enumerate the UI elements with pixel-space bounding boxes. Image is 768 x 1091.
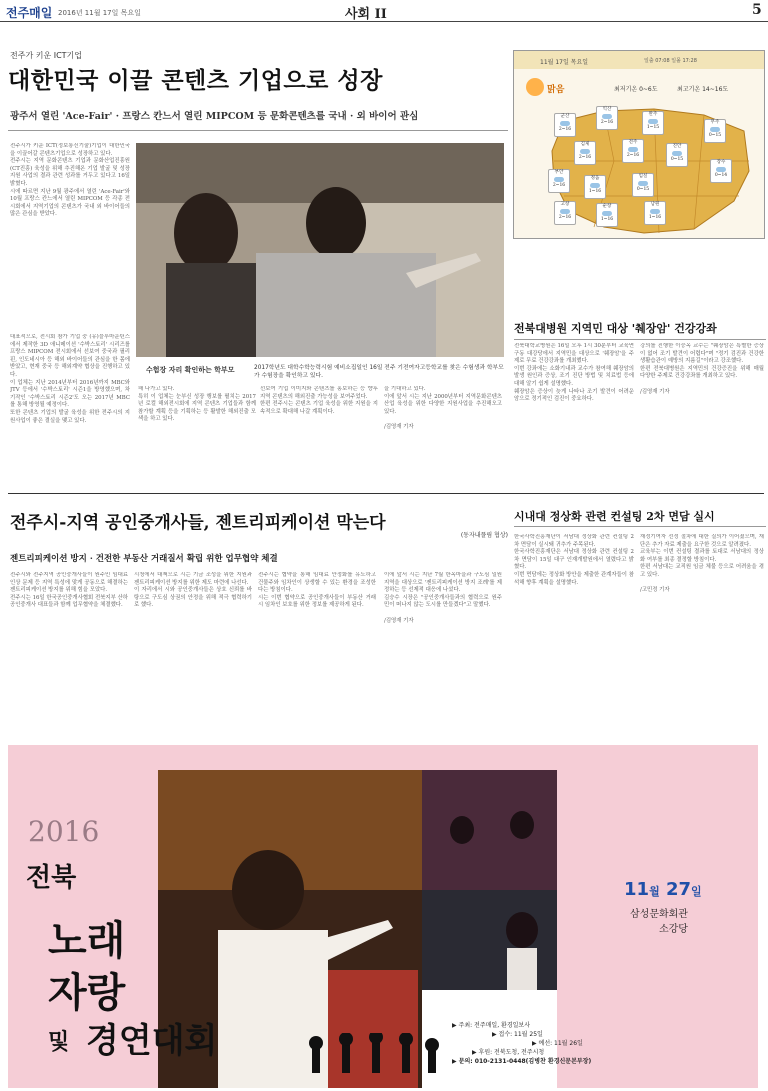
city-name: 김제 xyxy=(580,142,590,147)
city-name: 무주 xyxy=(710,120,720,125)
cloud-icon xyxy=(672,151,682,156)
article2-subhead: 젠트리피케이션 방지 · 건전한 부동산 거래질서 확립 위한 업무협약 체결 xyxy=(10,554,278,564)
article-subhead: 광주서 열린 'Ace-Fair' · 프랑스 칸느서 열린 MIPCOM 등 문화콘텐츠를 국내 · 외 바이어 관심 xyxy=(10,111,419,122)
article2-body-col2: 시청에서 대책으로 시는 기금 조성을 위한 지원과 젠트리피케이션 방지를 위한 제도 마련에 나선다. 이 자리에서 시와 공인중개사들은 상호 신뢰를 바탕으로 구도심 상권의 안정을 위해 적극 협력하기로 했다. xyxy=(134,572,252,609)
city-weather-0 xyxy=(554,113,576,137)
weather-now: 맑음 xyxy=(547,85,565,95)
city-name: 고창 xyxy=(560,202,570,207)
ad-date-month-unit: 월 xyxy=(649,885,660,898)
city-name: 완주 xyxy=(648,112,658,117)
ad-venue-line1: 삼성문화회관 xyxy=(630,909,688,920)
ad-title-line3: 자랑 xyxy=(48,970,126,1016)
city-temp: 0~15 xyxy=(636,187,650,192)
city-weather-13 xyxy=(644,201,666,225)
cloud-icon xyxy=(580,149,590,154)
ad-year: 2016 xyxy=(28,815,100,848)
ad-venue xyxy=(630,907,688,937)
ad-title-line4-big: 경연대회 xyxy=(86,1021,218,1061)
divider xyxy=(514,526,766,527)
city-weather-7 xyxy=(710,159,732,183)
article2-tag: (동자내플림 협상) xyxy=(460,532,508,539)
cloud-icon xyxy=(650,209,660,214)
city-name: 군산 xyxy=(560,114,570,119)
city-weather-6 xyxy=(666,143,688,167)
ad-title-line2: 노래 xyxy=(48,918,126,964)
city-temp: 1~16 xyxy=(648,215,662,220)
photo-caption: 2017학년도 대학수학능력시험 예비소집일인 16일 전주 기전여자고등학교를 찾은 수험생과 학부모가 수험장을 확인하고 있다. xyxy=(254,365,504,379)
city-weather-11 xyxy=(554,201,576,225)
weather-meta: 일출 07:08 일몰 17:28 xyxy=(644,58,697,64)
ad-date-day: 27 xyxy=(665,879,692,900)
page-number: 5 xyxy=(752,2,762,18)
ad-info-sponsor: ▶ 후원: 전북도청, 전주시청 xyxy=(472,1049,545,1056)
cloud-icon xyxy=(602,211,612,216)
ad-title-line1: 전북 xyxy=(26,863,77,893)
right-article1-body-b: 강의를 진행한 이승옥 교수는 "췌장암은 특별한 증상이 없어 조기 발견이 어렵다"며 "정기 검진과 건강한 생활습관이 예방의 지름길"이라고 강조했다. 한편 전북대병원은 지역민의 건강증진을 위해 매월 다양한 주제로 건강강좌를 개최하고 있다. /김영재 기자 xyxy=(640,343,764,395)
city-temp: 2~16 xyxy=(578,155,592,160)
city-weather-8 xyxy=(548,169,570,193)
city-temp: 0~15 xyxy=(708,133,722,138)
article2-body-col1: 전주시와 전주지역 공인중개사들이 원주민 임대료 인상 문제 등 지역 특성에 맞게 공동으로 해결하는 젠트리피케이션 방지를 위해 힘을 모았다. 전주시는 16일 한국공인중개사협회 전북지부 산하 공인중개사 대표들과 함께 업무협약을 체결했다. xyxy=(10,572,128,609)
city-weather-1 xyxy=(596,106,618,130)
microphones-icon xyxy=(298,1033,448,1088)
cloud-icon xyxy=(648,119,658,124)
article2-headline: 전주시-지역 공인중개사들, 젠트리피케이션 막는다 xyxy=(10,513,386,533)
weather-date: 11월 17일 목요일 xyxy=(540,59,589,66)
city-temp: 2~16 xyxy=(558,127,572,132)
city-weather-4 xyxy=(574,141,596,165)
photo-caption-label: 수험장 자리 확인하는 학부모 xyxy=(146,366,235,374)
weather-box xyxy=(513,50,765,239)
ad-date-day-unit: 일 xyxy=(691,885,702,898)
article-body-col4: 을 기대하고 있다. 이에 앞서 시는 지난 2000년부터 지역문화콘텐츠 산업 육성을 위한 다양한 지원사업을 추진해오고 있다. /김영재 기자 xyxy=(384,386,502,430)
cloud-icon xyxy=(560,121,570,126)
event-advertisement xyxy=(8,745,758,1088)
section-divider xyxy=(8,493,764,494)
weather-max: 최고기온 14~16도 xyxy=(677,86,729,93)
ad-info-list xyxy=(452,1021,752,1066)
city-name: 전주 xyxy=(628,140,638,145)
city-name: 진안 xyxy=(672,144,682,149)
city-weather-3 xyxy=(704,119,726,143)
city-temp: 0~14 xyxy=(714,173,728,178)
weather-min: 최저기온 0~6도 xyxy=(614,86,658,93)
city-weather-5 xyxy=(622,139,644,163)
right-article1-body-a: 전북대학교병원은 16일 오후 1시 30분부터 교육연구동 대강당에서 지역민을 대상으로 '췌장암'을 주제로 무료 건강강좌를 개최했다. 이번 강좌에는 소화기내과 교수가 참여해 췌장암의 발생 원인과 증상, 조기 진단 방법 및 치료법 등에 대해 알기 쉽게 설명했다. 췌장암은 증상이 늦게 나타나 조기 발견이 어려운 암으로 정기적인 검진이 중요하다. xyxy=(514,343,634,403)
right-article1-headline: 전북대병원 지역민 대상 '췌장암' 건강강좌 xyxy=(514,322,717,335)
article-photo xyxy=(136,143,504,357)
ad-event-date xyxy=(624,879,702,900)
ad-info-registration: ▶ 접수: 11월 25일 xyxy=(492,1031,543,1038)
issue-date: 2016년 11월 17일 목요일 xyxy=(58,9,141,17)
sun-icon xyxy=(526,78,544,96)
article-body-col1: 전주시가 키운 ICT(정보통신기술)기업이 대한민국을 이끌어갈 콘텐츠기업으로 성장하고 있다. 전주시는 지역 문화콘텐츠 기업과 문화산업진흥원(CT진흥) 육성을 위해 추진해온 기업 발굴 및 성장 지원 사업의 결과 관련 성과를 거두고 있다고 16일 밝혔다. 시에 따르면 지난 9월 광주에서 열린 'Ace-Fair'와 10월 프랑스 칸느에서 열린 MIPCOM 등 각종 전시회에서 지역기업의 콘텐츠가 국내 외 바이어들의 많은 관심을 받았다. xyxy=(10,143,130,218)
city-weather-12 xyxy=(596,203,618,227)
cloud-icon xyxy=(710,127,720,132)
city-temp: 1~16 xyxy=(588,189,602,194)
city-name: 익산 xyxy=(602,107,612,112)
right-article2-headline: 시내대 정상화 관련 컨설팅 2차 면담 실시 xyxy=(514,510,715,523)
ad-venue-line2: 소강당 xyxy=(658,924,688,935)
right-article2-body-a: 한국사학진흥재단이 서남대 정상화 관련 컨설팅 2차 면담이 실시돼 귀추가 주목된다. 한국사학진흥재단은 서남대 정상화 관련 컨설팅 2차 면담이 15일 대구 인재개발원에서 열렸다고 밝혔다. 이번 면담에는 정상화 방안을 제출한 관계자들이 참석해 향후 계획을 설명했다. xyxy=(514,534,634,586)
city-name: 장수 xyxy=(716,160,726,165)
right-article2-body-b: 재정기여자 선정 절차에 대한 질의가 이어졌으며, 재단은 추가 자료 제출을 요구한 것으로 알려졌다. 교육부는 이번 컨설팅 결과를 토대로 서남대의 정상화 여부를 최종 결정할 방침이다. 한편 서남대는 교직원 임금 체불 등으로 어려움을 겪고 있다. /고민정 기자 xyxy=(640,534,764,594)
cloud-icon xyxy=(716,167,726,172)
masthead xyxy=(0,0,768,22)
ad-title-line4-small: 및 xyxy=(48,1030,70,1055)
cloud-icon xyxy=(628,147,638,152)
city-temp: 0~15 xyxy=(670,157,684,162)
city-name: 순창 xyxy=(602,204,612,209)
divider xyxy=(8,130,508,131)
divider xyxy=(514,339,766,340)
ad-info-organizer: ▶ 주최: 전주매일, 환경일보사 xyxy=(452,1022,531,1029)
article-body-col1b: 대표적으로, 전시회 참가 기업 중 (유)블루마운틴스에서 제작한 3D 애니메이션 '수박스토리' 시리즈를 프랑스 MIPCOM 전시회에서 선보여 중국과 필리핀, 인도네시아 등 해외 바이어들의 관심을 한 몸에 받았고, 현재 중국 등 해외계약 협상을 진행하고 있다. 이 업체는 지난 2014년부터 2016년까지 MBC와 JTV 등에서 '수박스토리' 시즌1을 방영했으며, 차기작인 '수박스토리 시즌2'도 오는 2017년 MBC를 통해 방영될 예정이다. 또한 콘텐츠 기업의 발굴 육성을 위한 전주시의 지원사업이 좋은 결실을 맺고 있다. xyxy=(10,334,130,424)
city-temp: 1~16 xyxy=(600,217,614,222)
cloud-icon xyxy=(560,209,570,214)
cloud-icon xyxy=(602,114,612,119)
ad-info-prelim: ▶ 예선: 11월 26일 xyxy=(532,1040,583,1047)
city-weather-9 xyxy=(584,175,606,199)
city-temp: 2~16 xyxy=(600,120,614,125)
newspaper-logo: 전주매일 xyxy=(6,6,53,20)
city-temp: 2~16 xyxy=(626,153,640,158)
city-name: 남원 xyxy=(650,202,660,207)
city-temp: 1~15 xyxy=(646,125,660,130)
exam-room-photo xyxy=(136,143,504,357)
article-body-col3: 선보여 기업 이미지와 콘텐츠를 홍보하는 등 향후 지역 콘텐츠의 해외진출 가능성을 보여주었다. 한편 전주시는 콘텐츠 기업 육성을 위한 지원을 지속적으로 확대해 나갈 계획이다. xyxy=(260,386,378,415)
article2-body-col3: 전주시는 협약을 통해 임대료 안정화를 유도하고 건물주와 임차인이 상생할 수 있는 환경을 조성한다는 방침이다. 시는 이번 협약으로 공인중개사들이 부동산 거래 시 임차인 보호를 위한 정보를 제공하게 된다. xyxy=(258,572,376,609)
cloud-icon xyxy=(638,181,648,186)
article2-body-col4: 이에 앞서 시는 지난 7월 한옥마을과 구도심 일원 지역을 대상으로 '젠트리피케이션 방지 조례'를 제정하는 등 선제적 대응에 나섰다. 김승수 시장은 "공인중개사들과의 협력으로 원주민이 떠나지 않는 도시를 만들겠다"고 말했다. /김영재 기자 xyxy=(384,572,502,624)
section-title: 사회 II xyxy=(345,7,387,22)
ad-info-contact: ▶ 문의: 010-2131-0448(김병찬 환경신문본부장) xyxy=(452,1058,592,1065)
ad-date-month: 11 xyxy=(624,879,650,900)
city-name: 부안 xyxy=(554,170,564,175)
city-weather-2 xyxy=(642,111,664,135)
cloud-icon xyxy=(554,177,564,182)
city-name: 임실 xyxy=(638,174,648,179)
city-weather-10 xyxy=(632,173,654,197)
city-temp: 2~16 xyxy=(558,215,572,220)
cloud-icon xyxy=(590,183,600,188)
city-temp: 2~16 xyxy=(552,183,566,188)
article-kicker: 전주가 키운 ICT기업 xyxy=(10,51,83,60)
city-name: 정읍 xyxy=(590,176,600,181)
article-body-col2: 해 나가고 있다. 특히 이 업체는 눈부신 성장 행보를 펼치는 2017년 로컬 해외전시회에 지역 콘텐츠 기업들과 함께 참가할 계획 등을 기획하는 등 활발한 해외진출 모색을 하고 있다. xyxy=(138,386,256,423)
article-headline: 대한민국 이끌 콘텐츠 기업으로 성장 xyxy=(8,68,383,94)
